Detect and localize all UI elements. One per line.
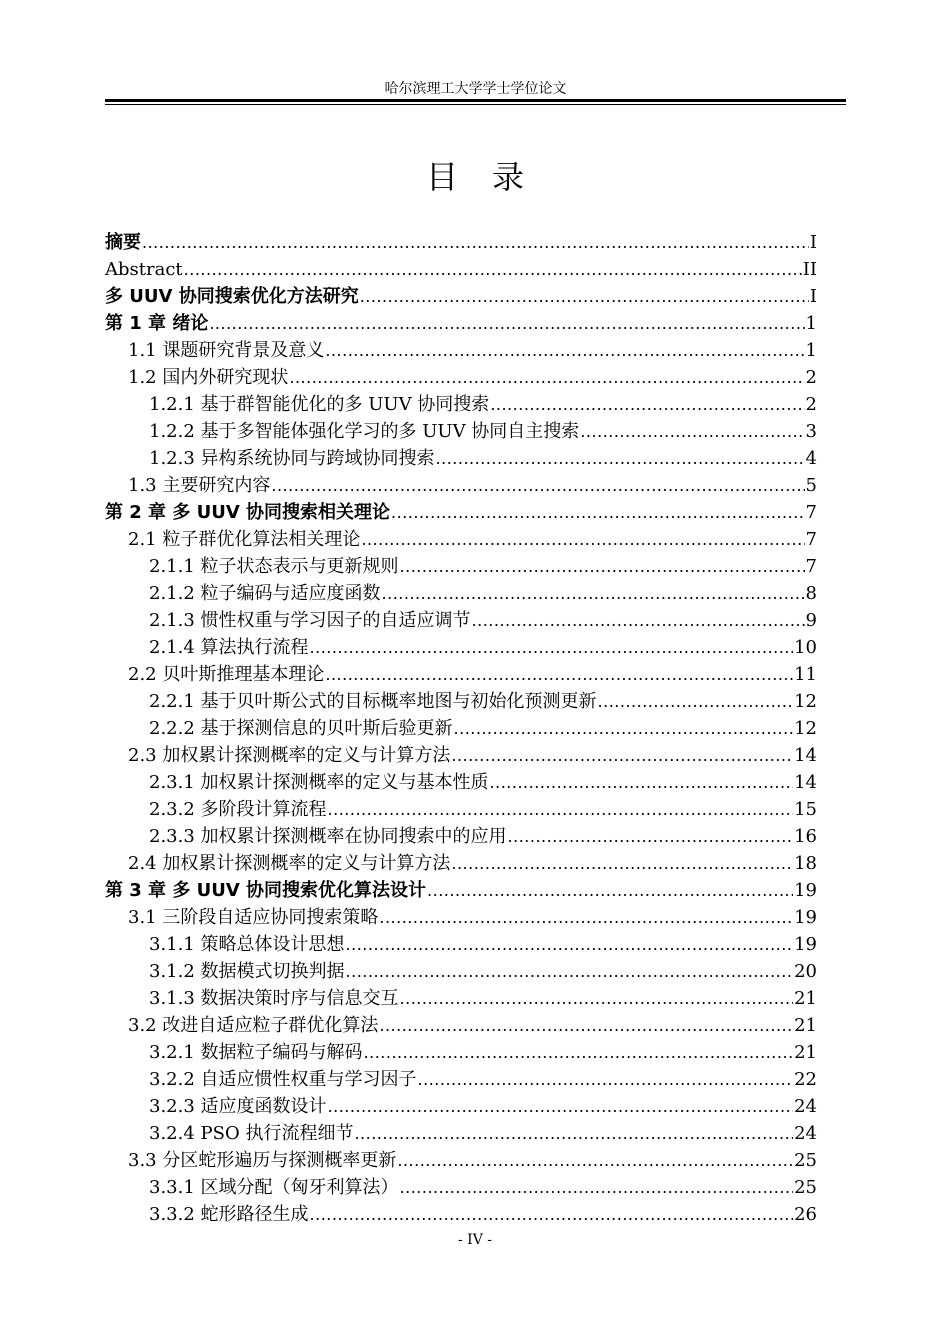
toc-entry[interactable] <box>105 526 817 553</box>
toc-entry-page: 26 <box>794 1204 817 1225</box>
toc-entry-label: 第 3 章 多 UUV 协同搜索优化算法设计 <box>105 880 427 901</box>
toc-leader-dots <box>472 607 805 634</box>
toc-entry-page: 3 <box>805 421 817 442</box>
toc-leader-dots <box>209 310 804 337</box>
toc-leader-dots <box>490 769 794 796</box>
toc-entry-page: 9 <box>805 610 817 631</box>
toc-entry-label: 2.3.3 加权累计探测概率在协同搜索中的应用 <box>149 826 507 847</box>
toc-leader-dots <box>310 634 794 661</box>
toc-entry-label: 3.2.2 自适应惯性权重与学习因子 <box>149 1069 417 1090</box>
toc-leader-dots <box>184 256 802 283</box>
toc-entry-label: 3.3.1 区域分配（匈牙利算法） <box>149 1177 399 1198</box>
toc-entry[interactable] <box>105 337 817 364</box>
toc-entry-page: II <box>802 259 817 280</box>
toc-entry-page: 12 <box>794 718 817 739</box>
toc-entry[interactable] <box>105 445 817 472</box>
toc-entry[interactable] <box>105 1120 817 1147</box>
toc-entry-page: 21 <box>794 1042 817 1063</box>
toc-entry-label: 3.1.2 数据模式切换判据 <box>149 961 345 982</box>
toc-entry-label: 2.2.1 基于贝叶斯公式的目标概率地图与初始化预测更新 <box>149 691 597 712</box>
toc-entry-page: 24 <box>794 1096 817 1117</box>
toc-entry-page: I <box>809 232 817 253</box>
toc-entry-page: 18 <box>794 853 817 874</box>
toc-entry[interactable] <box>105 1066 817 1093</box>
toc-entry-label: 多 UUV 协同搜索优化方法研究 <box>105 286 359 307</box>
toc-leader-dots <box>400 553 805 580</box>
toc-entry-page: 1 <box>805 313 817 334</box>
toc-entry-label: Abstract <box>105 259 183 280</box>
toc-leader-dots <box>598 688 794 715</box>
toc-leader-dots <box>379 904 793 931</box>
toc-leader-dots <box>490 391 804 418</box>
toc-entry-page: 25 <box>794 1150 817 1171</box>
toc-leader-dots <box>400 985 794 1012</box>
toc-leader-dots <box>325 661 793 688</box>
toc-entry-page: 21 <box>794 1015 817 1036</box>
toc-entry[interactable] <box>105 580 817 607</box>
toc-leader-dots <box>418 1066 794 1093</box>
toc-entry[interactable] <box>105 418 817 445</box>
toc-leader-dots <box>454 715 794 742</box>
toc-entry[interactable] <box>105 877 817 904</box>
toc-entry-page: 19 <box>794 934 817 955</box>
toc-entry[interactable] <box>105 310 817 337</box>
toc-leader-dots <box>580 418 804 445</box>
toc-entry-label: 3.1.3 数据决策时序与信息交互 <box>149 988 399 1009</box>
toc-entry-page: 19 <box>794 907 817 928</box>
toc-entry-page: 8 <box>805 583 817 604</box>
toc-entry[interactable] <box>105 607 817 634</box>
toc-entry-label: 1.2 国内外研究现状 <box>128 367 289 388</box>
toc-leader-dots <box>364 1039 794 1066</box>
toc-entry-page: 22 <box>794 1069 817 1090</box>
toc-entry-page: 10 <box>794 637 817 658</box>
toc-entry[interactable] <box>105 1093 817 1120</box>
toc-leader-dots <box>451 850 793 877</box>
toc-entry-page: 20 <box>794 961 817 982</box>
toc-entry[interactable] <box>105 715 817 742</box>
toc-entry[interactable] <box>105 229 817 256</box>
toc-entry-label: 3.1 三阶段自适应协同搜索策略 <box>128 907 379 928</box>
toc-entry-page: 1 <box>805 340 817 361</box>
toc-leader-dots <box>427 877 793 904</box>
toc-entry-page: 12 <box>794 691 817 712</box>
toc-leader-dots <box>346 958 794 985</box>
toc-entry[interactable] <box>105 985 817 1012</box>
toc-entry[interactable] <box>105 283 817 310</box>
toc-leader-dots <box>379 1012 793 1039</box>
toc-entry-label: 3.1.1 策略总体设计思想 <box>149 934 345 955</box>
toc-entry-page: 24 <box>794 1123 817 1144</box>
toc-entry[interactable] <box>105 553 817 580</box>
toc-entry[interactable] <box>105 499 817 526</box>
toc-entry[interactable] <box>105 931 817 958</box>
toc-entry[interactable] <box>105 904 817 931</box>
toc-entry-label: 2.1 粒子群优化算法相关理论 <box>128 529 361 550</box>
toc-entry-page: 25 <box>794 1177 817 1198</box>
toc-leader-dots <box>451 742 793 769</box>
toc-entry-page: 7 <box>805 556 817 577</box>
toc-entry[interactable] <box>105 661 817 688</box>
toc-entry-label: 3.2.1 数据粒子编码与解码 <box>149 1042 363 1063</box>
toc-entry-label: 2.1.3 惯性权重与学习因子的自适应调节 <box>149 610 471 631</box>
toc-entry[interactable] <box>105 1012 817 1039</box>
toc-entry-page: 5 <box>805 475 817 496</box>
toc-entry-label: 第 1 章 绪论 <box>105 313 209 334</box>
toc-entry-page: 19 <box>794 880 817 901</box>
toc-leader-dots <box>354 1120 793 1147</box>
toc-entry[interactable] <box>105 1147 817 1174</box>
toc-leader-dots <box>328 1093 794 1120</box>
header-rule-thick <box>105 99 846 102</box>
toc-entry-label: 2.4 加权累计探测概率的定义与计算方法 <box>128 853 451 874</box>
toc-entry-label: 2.3 加权累计探测概率的定义与计算方法 <box>128 745 451 766</box>
toc-entry-page: 14 <box>794 745 817 766</box>
toc-entry-page: 2 <box>805 394 817 415</box>
toc-entry[interactable] <box>105 364 817 391</box>
toc-entry-label: 3.3 分区蛇形遍历与探测概率更新 <box>128 1150 397 1171</box>
toc-leader-dots <box>391 499 805 526</box>
toc-entry-label: 2.2 贝叶斯推理基本理论 <box>128 664 325 685</box>
toc-leader-dots <box>436 445 805 472</box>
toc-leader-dots <box>397 1147 793 1174</box>
toc-entry-label: 3.2 改进自适应粒子群优化算法 <box>128 1015 379 1036</box>
toc-entry-page: I <box>809 286 817 307</box>
toc-entry-page: 7 <box>805 529 817 550</box>
toc-entry[interactable] <box>105 742 817 769</box>
toc-entry-label: 摘要 <box>105 232 141 253</box>
toc-entry-page: 15 <box>794 799 817 820</box>
toc-entry[interactable] <box>105 796 817 823</box>
toc-leader-dots <box>360 283 809 310</box>
running-header: 哈尔滨理工大学学士学位论文 <box>384 81 567 97</box>
toc-entry-page: 2 <box>805 367 817 388</box>
toc-entry-label: 3.2.3 适应度函数设计 <box>149 1096 327 1117</box>
toc-entry[interactable] <box>105 1174 817 1201</box>
page-number: - IV - <box>457 1232 492 1248</box>
toc-entry-label: 2.3.1 加权累计探测概率的定义与基本性质 <box>149 772 489 793</box>
toc-entry-label: 3.2.4 PSO 执行流程细节 <box>149 1123 354 1144</box>
header-rule-thin <box>105 104 846 105</box>
table-of-contents <box>105 229 817 1228</box>
toc-leader-dots <box>325 337 804 364</box>
toc-entry-label: 2.1.1 粒子状态表示与更新规则 <box>149 556 399 577</box>
toc-entry-label: 3.3.2 蛇形路径生成 <box>149 1204 309 1225</box>
toc-entry[interactable] <box>105 391 817 418</box>
toc-entry-page: 4 <box>805 448 817 469</box>
toc-entry-label: 2.3.2 多阶段计算流程 <box>149 799 327 820</box>
toc-entry[interactable] <box>105 256 817 283</box>
toc-entry[interactable] <box>105 850 817 877</box>
toc-leader-dots <box>508 823 794 850</box>
toc-leader-dots <box>142 229 809 256</box>
toc-leader-dots <box>382 580 805 607</box>
toc-entry[interactable] <box>105 688 817 715</box>
toc-entry[interactable] <box>105 472 817 499</box>
toc-entry[interactable] <box>105 769 817 796</box>
page-title: 目录 <box>425 158 558 196</box>
toc-entry-label: 1.2.3 异构系统协同与跨域协同搜索 <box>149 448 435 469</box>
toc-leader-dots <box>400 1174 794 1201</box>
toc-entry-label: 1.1 课题研究背景及意义 <box>128 340 325 361</box>
toc-entry-label: 第 2 章 多 UUV 协同搜索相关理论 <box>105 502 391 523</box>
toc-entry-page: 7 <box>805 502 817 523</box>
toc-entry[interactable] <box>105 958 817 985</box>
toc-entry-page: 11 <box>794 664 817 685</box>
toc-entry-label: 2.1.2 粒子编码与适应度函数 <box>149 583 381 604</box>
toc-entry-page: 21 <box>794 988 817 1009</box>
toc-entry-page: 14 <box>794 772 817 793</box>
toc-leader-dots <box>346 931 794 958</box>
toc-leader-dots <box>328 796 794 823</box>
toc-leader-dots <box>361 526 804 553</box>
toc-entry[interactable] <box>105 634 817 661</box>
toc-entry[interactable] <box>105 1201 817 1228</box>
toc-entry-label: 1.2.1 基于群智能优化的多 UUV 协同搜索 <box>149 394 490 415</box>
toc-entry-label: 2.1.4 算法执行流程 <box>149 637 309 658</box>
toc-entry-label: 2.2.2 基于探测信息的贝叶斯后验更新 <box>149 718 453 739</box>
toc-entry[interactable] <box>105 823 817 850</box>
toc-entry-label: 1.3 主要研究内容 <box>128 475 271 496</box>
toc-entry-page: 16 <box>794 826 817 847</box>
toc-leader-dots <box>289 364 804 391</box>
toc-leader-dots <box>271 472 804 499</box>
toc-entry[interactable] <box>105 1039 817 1066</box>
toc-entry-label: 1.2.2 基于多智能体强化学习的多 UUV 协同自主搜索 <box>149 421 580 442</box>
toc-leader-dots <box>310 1201 794 1228</box>
